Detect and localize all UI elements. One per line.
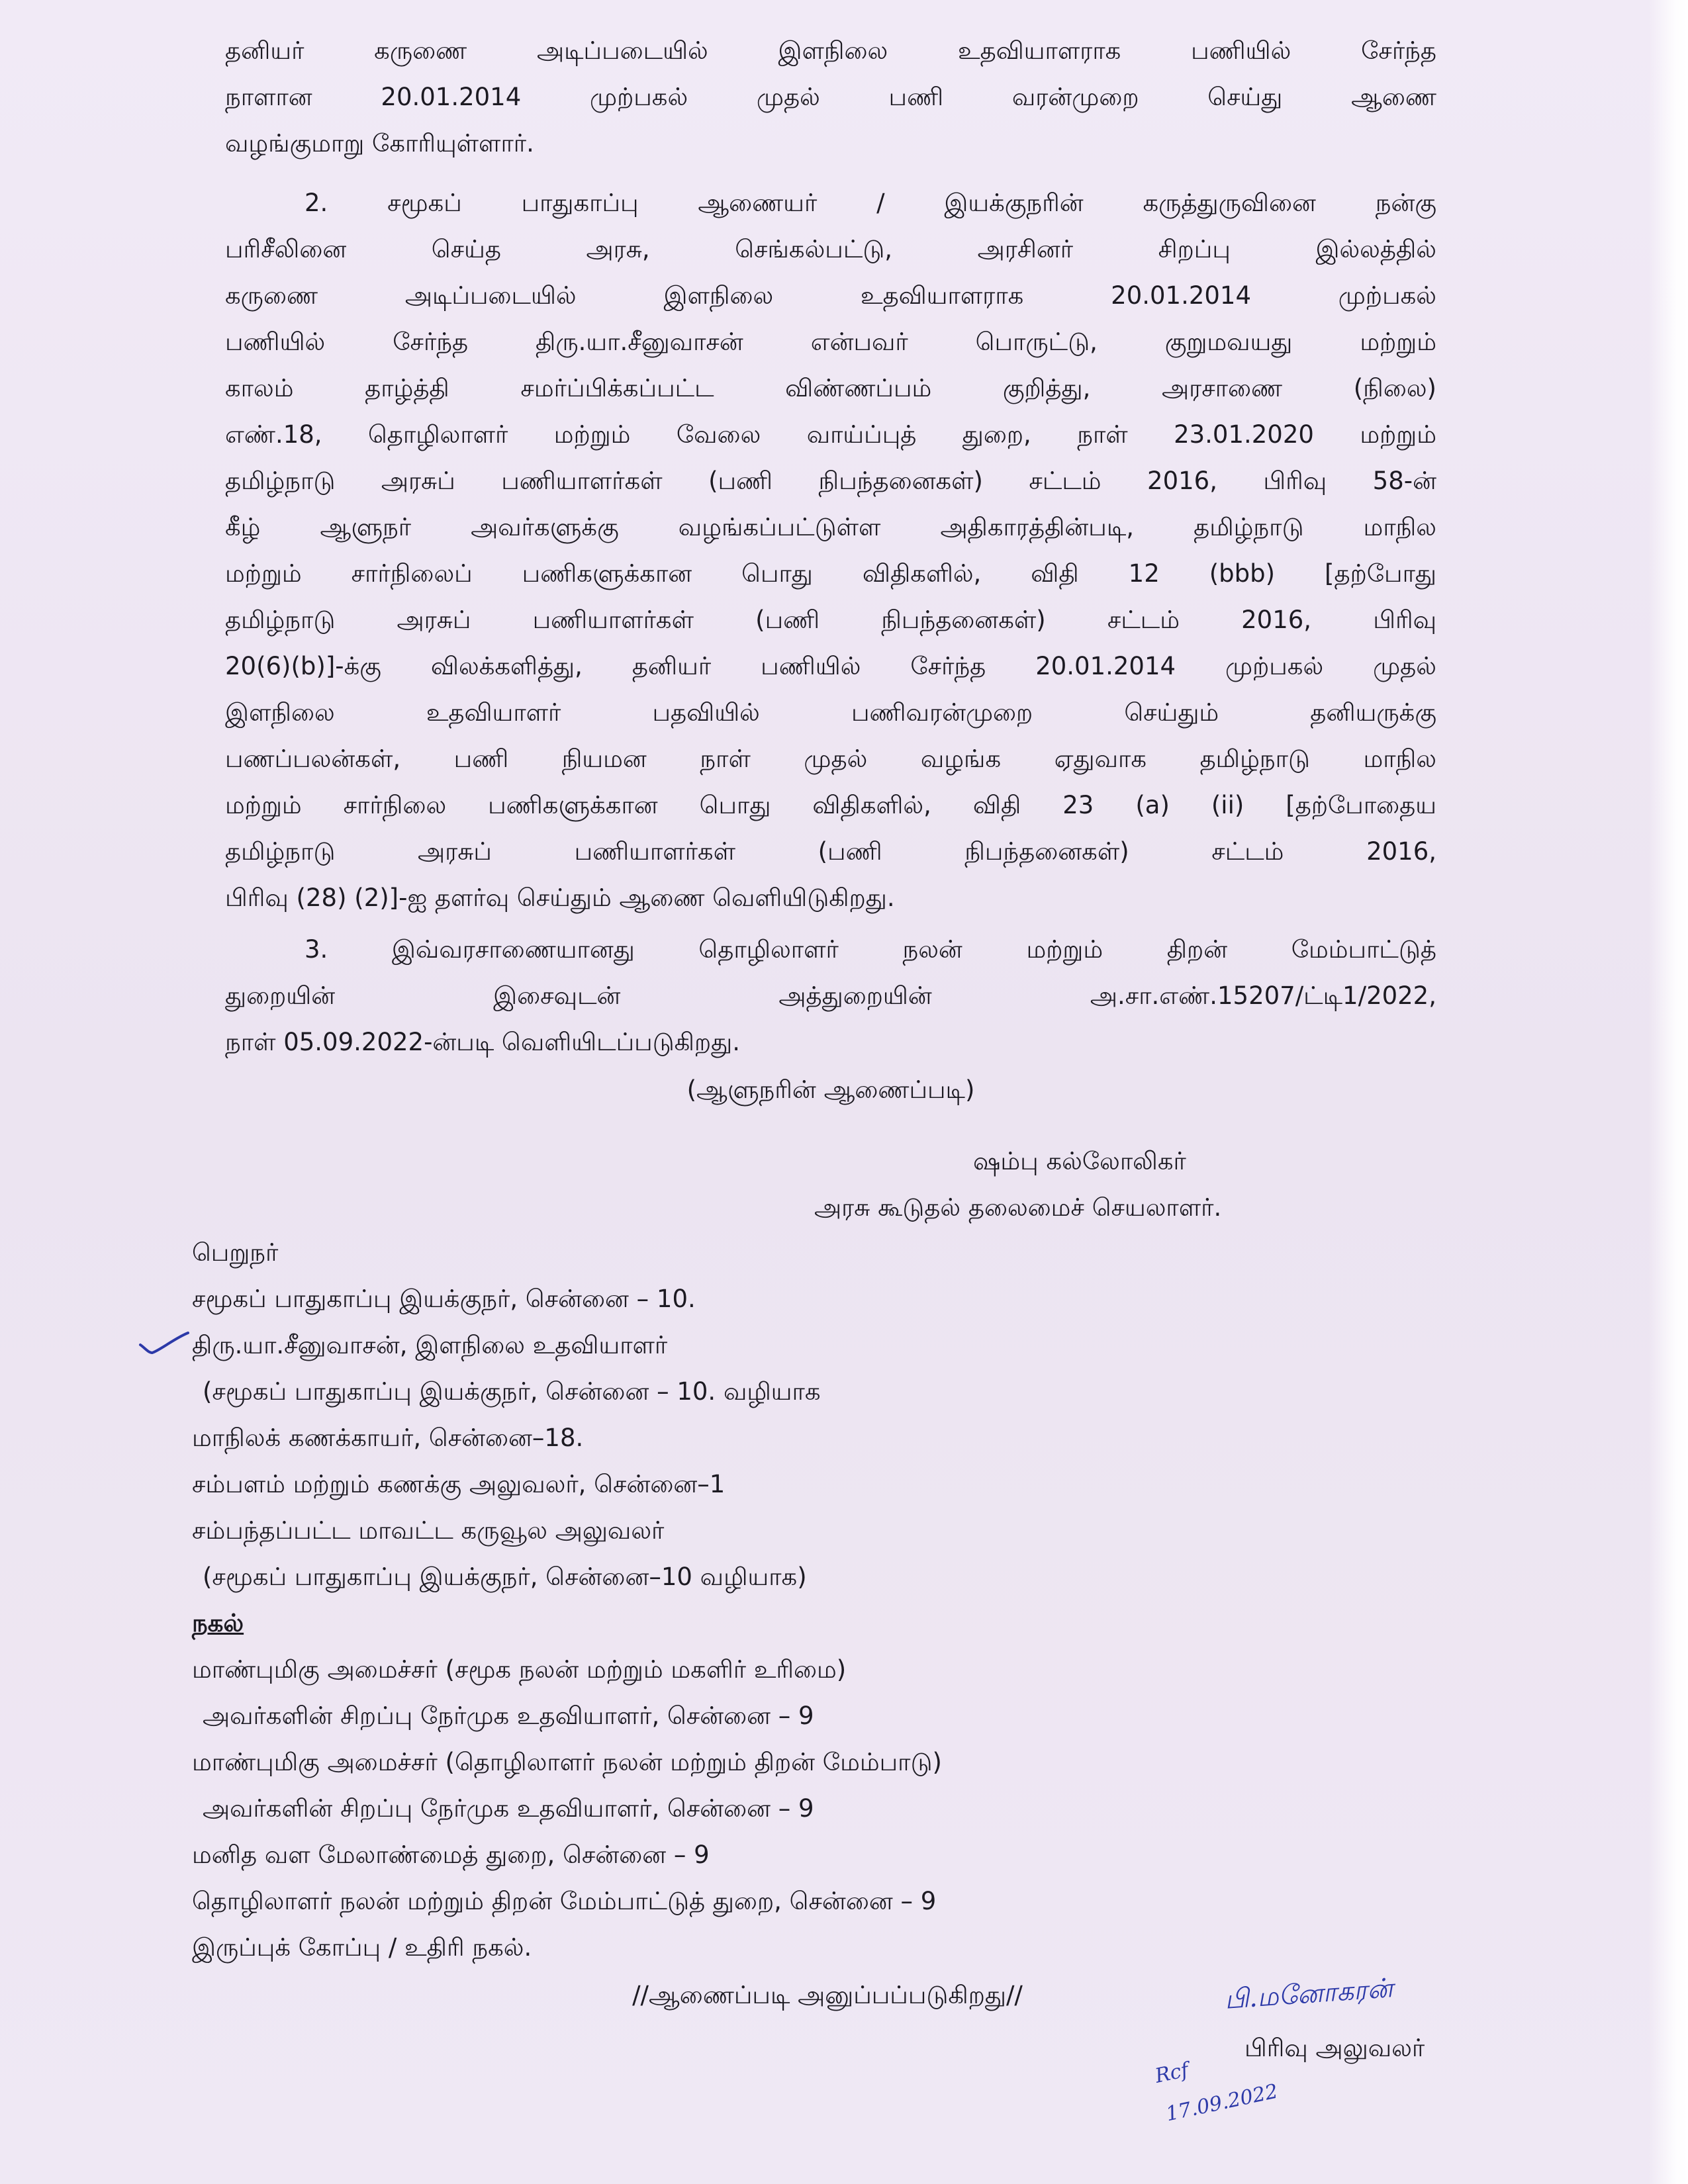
list-item: அவர்களின் சிறப்பு நேர்முக உதவியாளர், சென்னை – 9 <box>203 1702 814 1730</box>
list-item: (சமூகப் பாதுகாப்பு இயக்குநர், சென்னை–10 வழியாக) <box>203 1563 807 1591</box>
paragraph-line: பிரிவு (28) (2)]-ஐ தளர்வு செய்தும் ஆணை வெளியிடுகிறது. <box>225 884 895 912</box>
paragraph-2 <box>225 180 1436 921</box>
paragraph-line: மற்றும் சார்நிலைப் பணிகளுக்கான பொது விதிகளில், விதி 12 (bbb) [தற்போது <box>225 559 1436 588</box>
handwritten-date: 17.09.2022 <box>1164 2079 1280 2126</box>
paragraph-line: வழங்குமாறு கோரியுள்ளார். <box>225 129 534 158</box>
paragraph-line: 3. இவ்வரசாணையானது தொழிலாளர் நலன் மற்றும் திறன் மேம்பாட்டுத் <box>305 935 1436 964</box>
list-item: (சமூகப் பாதுகாப்பு இயக்குநர், சென்னை – 10. வழியாக <box>203 1377 821 1406</box>
paragraph-line: தமிழ்நாடு அரசுப் பணியாளர்கள் (பணி நிபந்தனைகள்) சட்டம் 2016, பிரிவு <box>225 606 1436 634</box>
recipients-list <box>192 1230 1185 1600</box>
paragraph-line: இளநிலை உதவியாளர் பதவியில் பணிவரன்முறை செய்தும் தனியருக்கு <box>225 698 1436 727</box>
list-item: சம்பந்தப்பட்ட மாவட்ட கருவூல அலுவலர் <box>192 1516 665 1545</box>
paragraph-line: தனியர் கருணை அடிப்படையில் இளநிலை உதவியாளராக பணியில் சேர்ந்த <box>225 36 1436 65</box>
list-item: மாண்புமிகு அமைச்சர் (தொழிலாளர் நலன் மற்றும் திறன் மேம்பாடு) <box>192 1748 942 1776</box>
handwritten-initial: Rcf <box>1152 2058 1191 2088</box>
scan-edge <box>1648 0 1688 2184</box>
paragraph-line: நாளான 20.01.2014 முற்பகல் முதல் பணி வரன்முறை செய்து ஆணை <box>225 83 1436 111</box>
list-item: மாநிலக் கணக்காயர், சென்னை–18. <box>192 1424 584 1452</box>
paragraph-line: தமிழ்நாடு அரசுப் பணியாளர்கள் (பணி நிபந்தனைகள்) சட்டம் 2016, பிரிவு 58-ன் <box>225 467 1436 495</box>
recipients-heading: பெறுநர் <box>192 1238 279 1267</box>
tick-mark-icon <box>138 1330 191 1357</box>
paragraph-line: பணியில் சேர்ந்த திரு.யா.சீனுவாசன் என்பவர் பொருட்டு, குறுமவயது மற்றும் <box>225 328 1436 356</box>
signatory-name: ஷம்பு கல்லோலிகர் <box>973 1147 1186 1175</box>
paragraph-line: 20(6)(b)]-க்கு விலக்களித்து, தனியர் பணியில் சேர்ந்த 20.01.2014 முற்பகல் முதல் <box>225 652 1436 680</box>
list-item: இருப்புக் கோப்பு / உதிரி நகல். <box>192 1933 532 1962</box>
list-item: சம்பளம் மற்றும் கணக்கு அலுவலர், சென்னை–1 <box>192 1470 726 1498</box>
forwarded-line: //ஆணைப்படி அனுப்பப்படுகிறது// <box>632 1981 1023 2009</box>
paragraph-line: துறையின் இசைவுடன் அத்துறையின் அ.சா.எண்.15207/ட்டி1/2022, <box>225 981 1436 1010</box>
handwritten-signature: பி.மனோகரன் <box>1223 1973 1394 2015</box>
paragraph-line: பரிசீலினை செய்த அரசு, செங்கல்பட்டு, அரசினர் சிறப்பு இல்லத்தில் <box>225 235 1436 263</box>
signatory-designation: அரசு கூடுதல் தலைமைச் செயலாளர். <box>814 1193 1222 1222</box>
paragraph-line: 2. சமூகப் பாதுகாப்பு ஆணையர் / இயக்குநரின் கருத்துருவினை நன்கு <box>305 189 1436 217</box>
list-item: அவர்களின் சிறப்பு நேர்முக உதவியாளர், சென்னை – 9 <box>203 1794 814 1823</box>
list-item: திரு.யா.சீனுவாசன், இளநிலை உதவியாளர் <box>192 1331 668 1359</box>
signatory-block <box>814 1138 1410 1231</box>
copies-list <box>192 1600 1185 1971</box>
paragraph-line: நாள் 05.09.2022-ன்படி வெளியிடப்படுகிறது. <box>225 1028 741 1056</box>
paragraph-line: மற்றும் சார்நிலை பணிகளுக்கான பொது விதிகளில், விதி 23 (a) (ii) [தற்போதைய <box>225 791 1436 819</box>
list-item: சமூகப் பாதுகாப்பு இயக்குநர், சென்னை – 10. <box>192 1285 696 1313</box>
section-officer: பிரிவு அலுவலர் <box>1244 2034 1425 2062</box>
paragraph-1 <box>225 28 1436 167</box>
paragraph-line: காலம் தாழ்த்தி சமர்ப்பிக்கப்பட்ட விண்ணப்பம் குறித்து, அரசாணை (நிலை) <box>225 374 1436 402</box>
paragraph-line: பணப்பலன்கள், பணி நியமன நாள் முதல் வழங்க ஏதுவாக தமிழ்நாடு மாநில <box>225 745 1436 773</box>
paragraph-line: கீழ் ஆளுநர் அவர்களுக்கு வழங்கப்பட்டுள்ள அதிகாரத்தின்படி, தமிழ்நாடு மாநில <box>225 513 1436 541</box>
list-item: மாண்புமிகு அமைச்சர் (சமூக நலன் மற்றும் மகளிர் உரிமை) <box>192 1655 847 1684</box>
copies-heading: நகல் <box>192 1609 244 1637</box>
paragraph-3 <box>225 927 1436 1066</box>
list-item: மனித வள மேலாண்மைத் துறை, சென்னை – 9 <box>192 1841 710 1869</box>
paragraph-line: கருணை அடிப்படையில் இளநிலை உதவியாளராக 20.01.2014 முற்பகல் <box>225 281 1436 310</box>
paragraph-line: தமிழ்நாடு அரசுப் பணியாளர்கள் (பணி நிபந்தனைகள்) சட்டம் 2016, <box>225 837 1436 866</box>
order-line: (ஆளுநரின் ஆணைப்படி) <box>686 1075 975 1104</box>
list-item: தொழிலாளர் நலன் மற்றும் திறன் மேம்பாட்டுத் துறை, சென்னை – 9 <box>192 1887 937 1915</box>
paragraph-line: எண்.18, தொழிலாளர் மற்றும் வேலை வாய்ப்புத் துறை, நாள் 23.01.2020 மற்றும் <box>225 420 1436 449</box>
